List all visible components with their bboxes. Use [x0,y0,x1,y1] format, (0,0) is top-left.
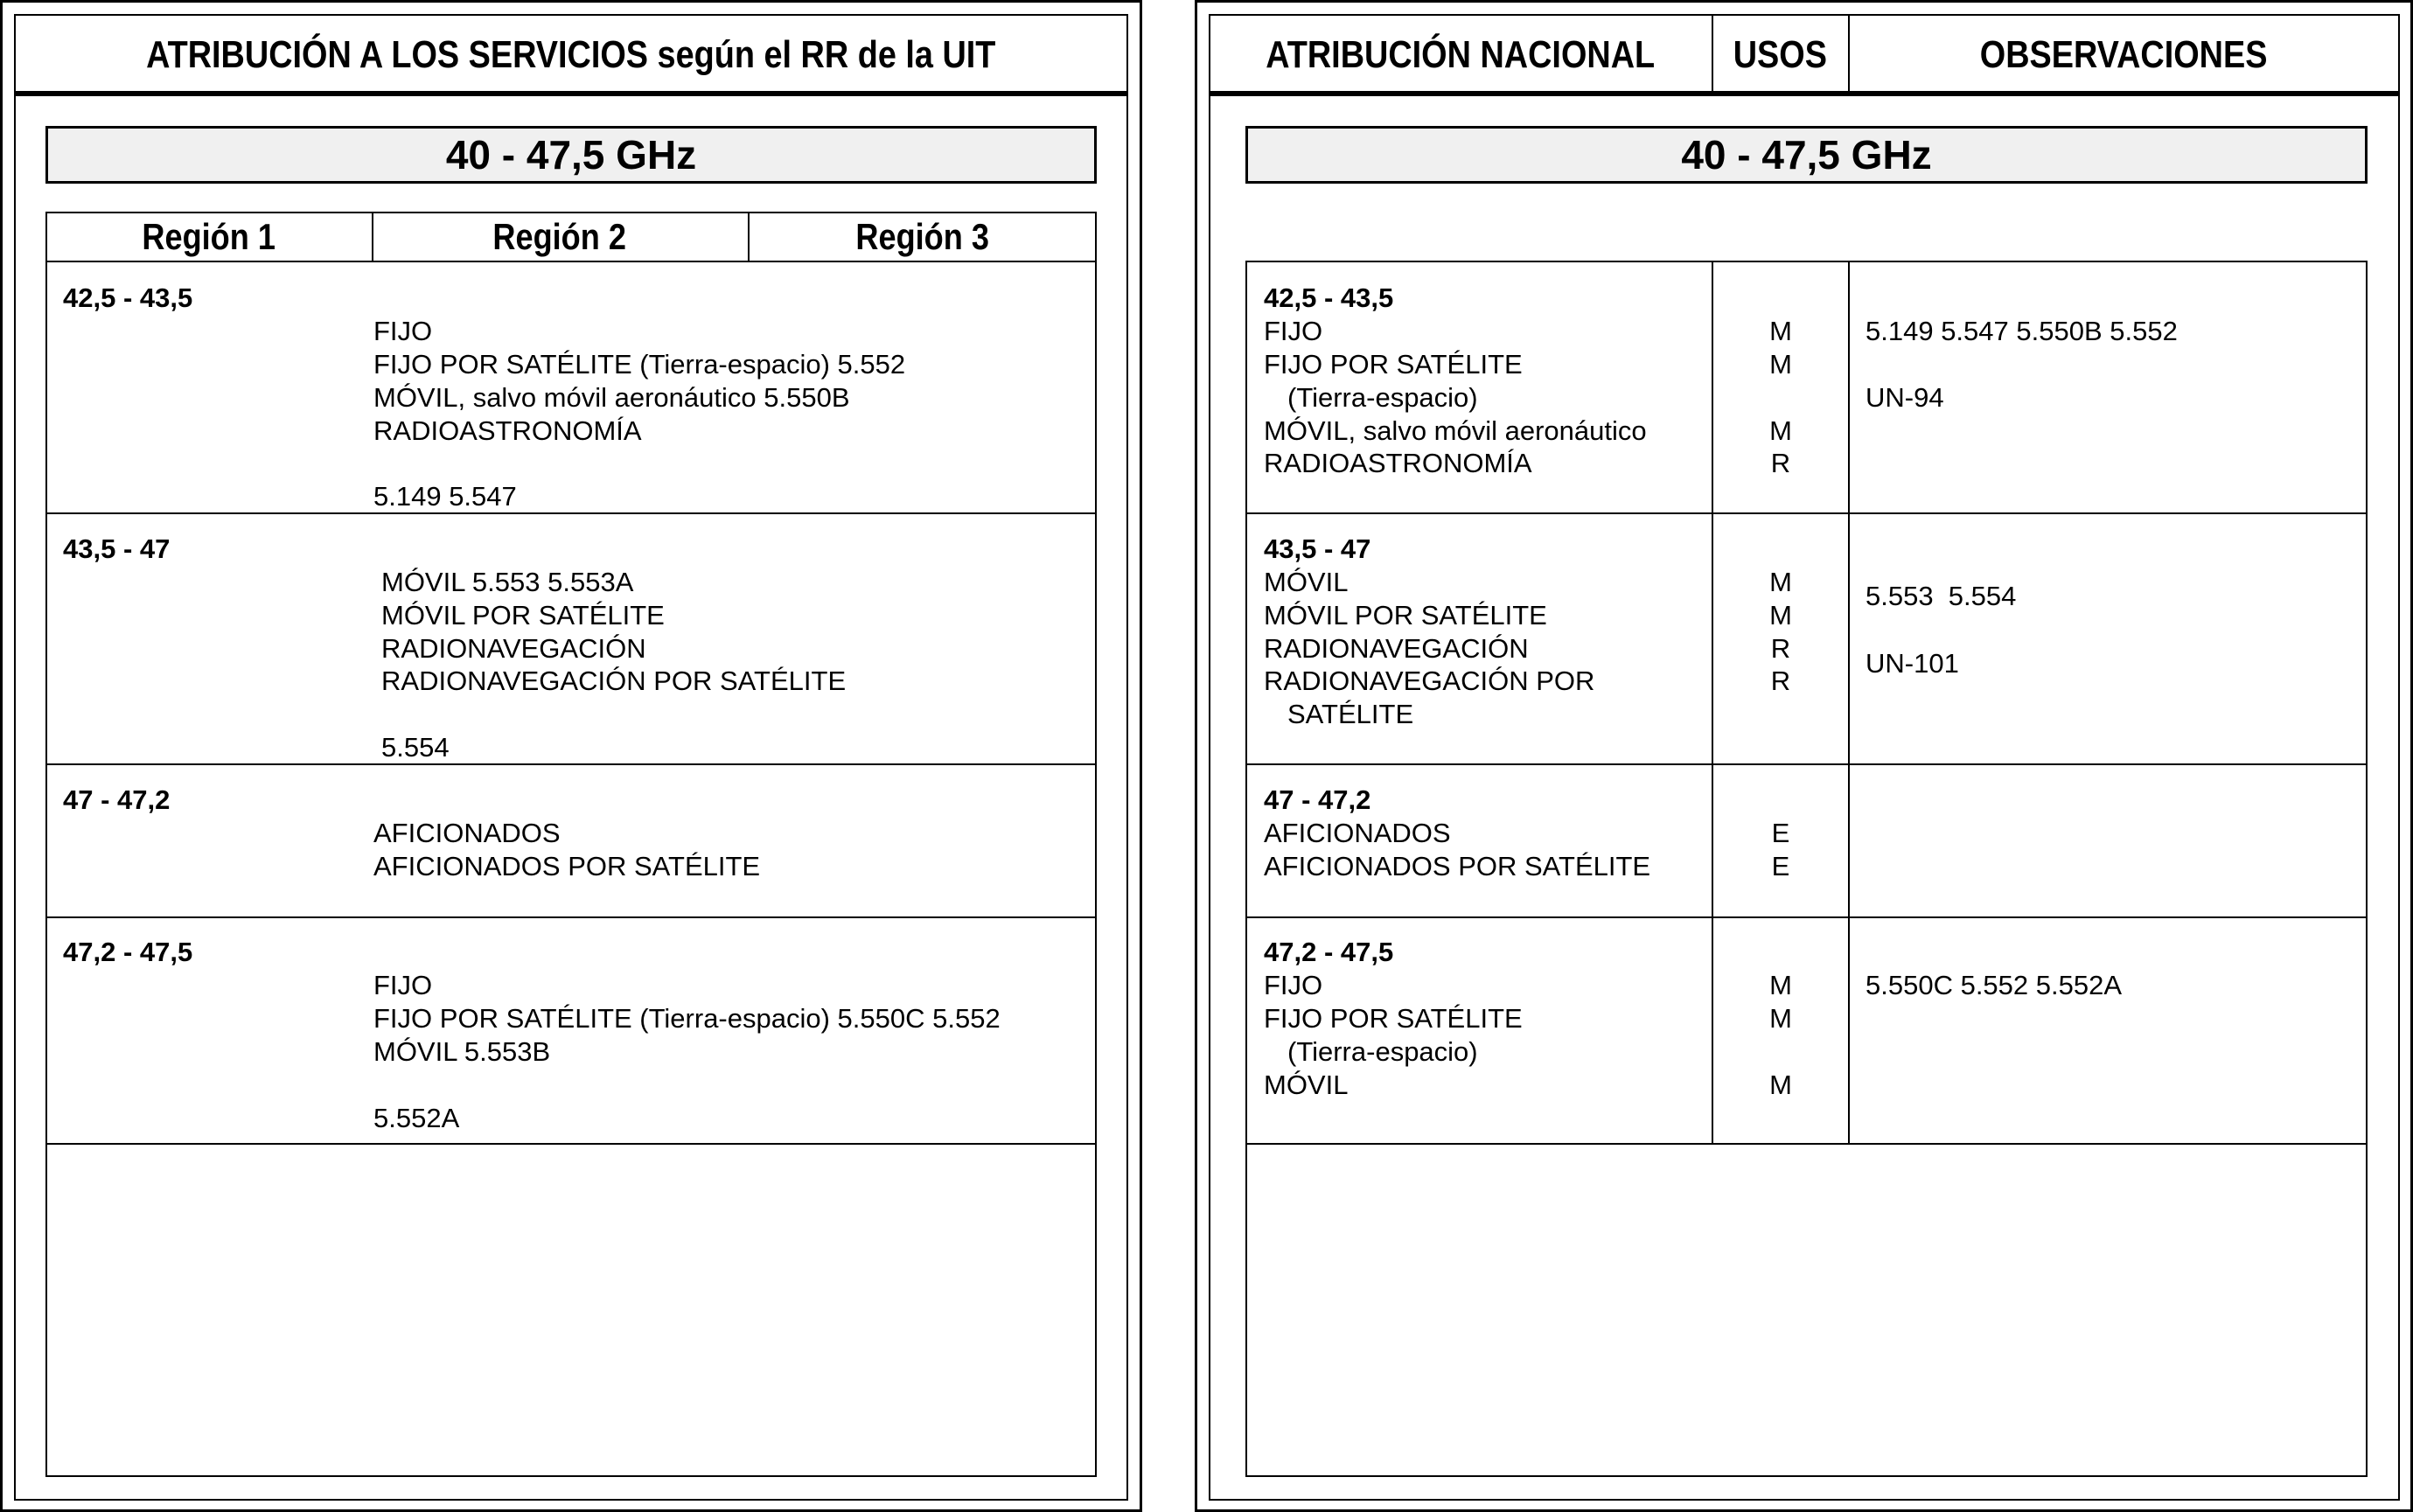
service-line: MÓVIL [1264,1070,1349,1100]
uso-code: R [1770,633,1791,664]
observaciones-header: OBSERVACIONES [1980,33,2268,76]
uso-code: E [1771,851,1790,881]
uso-code: E [1771,818,1790,848]
right-row-divider [1245,1143,2368,1145]
service-line: MÓVIL 5.553B [373,1036,551,1067]
observation-line: UN-101 [1866,648,1959,679]
service-line: FIJO POR SATÉLITE (Tierra-espacio) 5.550C 5.552 [373,1003,1001,1034]
service-line: MÓVIL POR SATÉLITE [381,600,665,631]
service-line: MÓVIL, salvo móvil aeronáutico 5.550B [373,382,850,413]
service-line: MÓVIL POR SATÉLITE [1264,600,1547,631]
service-line: MÓVIL 5.553 5.553A [381,567,634,597]
band-range: 47,2 - 47,5 [1264,937,1394,967]
region-1-header: Región 1 [142,216,275,257]
service-line: (Tierra-espacio) [1287,382,1478,413]
footnote-refs: 5.149 5.547 [373,481,517,512]
left-header-divider [14,91,1128,96]
region-2-header: Región 2 [492,216,627,257]
uso-code: M [1769,600,1792,631]
band-range: 47 - 47,2 [1264,784,1371,815]
service-line: FIJO POR SATÉLITE (Tierra-espacio) 5.552 [373,349,906,380]
right-header-divider [1209,91,2400,96]
service-line: (Tierra-espacio) [1287,1036,1478,1067]
service-line: RADIONAVEGACIÓN [1264,633,1529,664]
service-line: RADIONAVEGACIÓN [381,633,646,664]
service-line: RADIOASTRONOMÍA [1264,448,1532,478]
service-line: AFICIONADOS [373,818,561,848]
uso-code: M [1769,567,1792,597]
right-row-divider [1245,763,2368,765]
band-range: 47 - 47,2 [63,784,171,815]
service-line: RADIOASTRONOMÍA [373,415,642,446]
band-range: 47,2 - 47,5 [63,937,193,967]
service-line: FIJO [373,970,433,1000]
service-line: MÓVIL, salvo móvil aeronáutico [1264,415,1647,446]
service-line: AFICIONADOS POR SATÉLITE [373,851,761,881]
band-range: 43,5 - 47 [1264,533,1371,564]
uso-code: R [1770,665,1791,696]
footnote-refs: 5.554 [381,732,450,763]
observation-line: 5.553 5.554 [1866,581,2017,611]
service-line: FIJO [1264,970,1323,1000]
right-row-divider [1245,512,2368,514]
footnote-refs: 5.552A [373,1103,460,1133]
band-range: 42,5 - 43,5 [63,282,193,313]
atribucion-nacional-header: ATRIBUCIÓN NACIONAL [1266,33,1655,76]
band-range: 42,5 - 43,5 [1264,282,1394,313]
service-line: FIJO [1264,316,1323,346]
service-line: RADIONAVEGACIÓN POR [1264,665,1595,696]
service-line: FIJO POR SATÉLITE [1264,349,1523,380]
observation-line: 5.550C 5.552 5.552A [1866,970,2123,1000]
uso-code: R [1770,448,1791,478]
left-row-divider [45,1143,1097,1145]
left-row-divider [45,763,1097,765]
left-row-divider [45,512,1097,514]
left-header-title: ATRIBUCIÓN A LOS SERVICIOS según el RR de la UIT [146,33,996,76]
service-line: MÓVIL [1264,567,1349,597]
right-col-divider [1848,261,1850,1145]
right-row-divider [1245,916,2368,918]
uso-code: M [1769,1003,1792,1034]
usos-header: USOS [1733,33,1827,76]
uso-code: M [1769,316,1792,346]
service-line: AFICIONADOS [1264,818,1451,848]
left-row-divider [45,916,1097,918]
right-band-title: 40 - 47,5 GHz [1245,126,2368,184]
left-region-header-line [45,261,1097,262]
service-line: FIJO POR SATÉLITE [1264,1003,1523,1034]
uso-code: M [1769,349,1792,380]
observation-line: UN-94 [1866,382,1944,413]
uso-code: M [1769,415,1792,446]
service-line: AFICIONADOS POR SATÉLITE [1264,851,1651,881]
left-band-title: 40 - 47,5 GHz [45,126,1097,184]
band-range: 43,5 - 47 [63,533,171,564]
uso-code: M [1769,970,1792,1000]
uso-code: M [1769,1070,1792,1100]
service-line: FIJO [373,316,433,346]
observation-line: 5.149 5.547 5.550B 5.552 [1866,316,2178,346]
service-line: SATÉLITE [1287,699,1414,729]
service-line: RADIONAVEGACIÓN POR SATÉLITE [381,665,847,696]
region-3-header: Región 3 [855,216,989,257]
